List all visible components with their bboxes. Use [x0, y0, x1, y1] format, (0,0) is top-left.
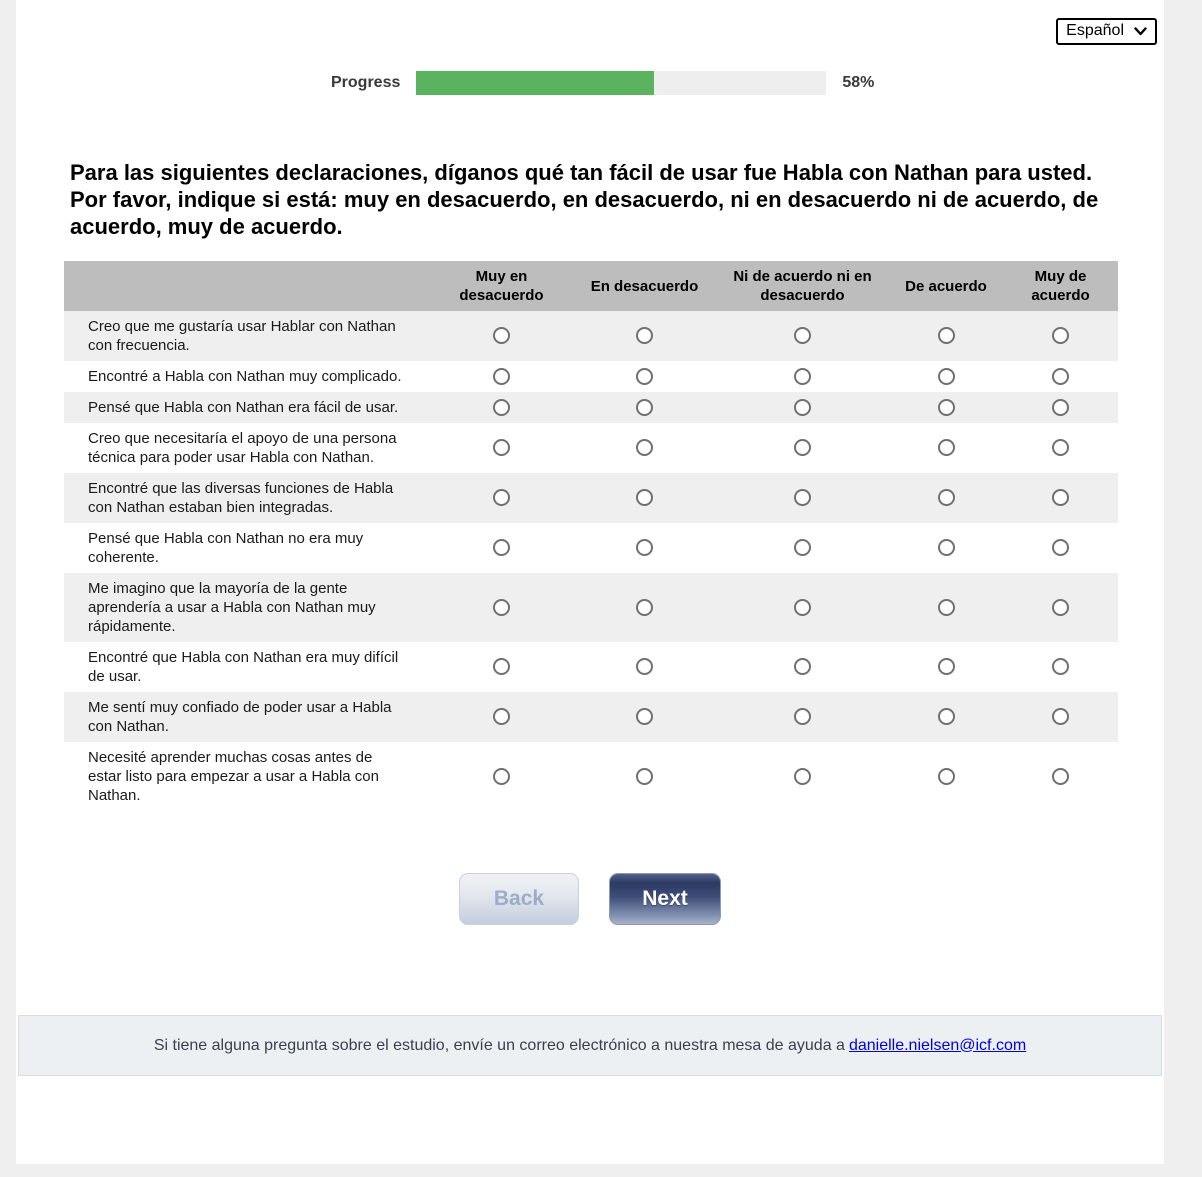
statement-label: Pensé que Habla con Nathan no era muy coherente.	[88, 530, 364, 566]
radio-cell	[430, 489, 573, 507]
radio-option[interactable]	[636, 368, 653, 385]
radio-cell	[573, 489, 716, 507]
radio-option[interactable]	[1052, 539, 1069, 556]
radio-option[interactable]	[636, 599, 653, 616]
radio-cell	[430, 708, 573, 726]
progress-bar	[416, 71, 826, 95]
radio-cell	[716, 368, 889, 386]
column-header: En desacuerdo	[590, 277, 699, 295]
progress-section	[331, 71, 1164, 95]
footer-text: Si tiene alguna pregunta sobre el estudio, envíe un correo electrónico a nuestra mesa de ayuda a	[153, 1036, 845, 1054]
statement-label: Encontré que Habla con Nathan era muy difícil de usar.	[88, 649, 399, 685]
radio-cell	[573, 327, 716, 345]
table-row	[64, 311, 1118, 361]
column-header: Muy en desacuerdo	[459, 268, 544, 304]
table-row	[64, 642, 1118, 692]
radio-cell	[573, 658, 716, 676]
radio-cell	[716, 708, 889, 726]
radio-cell	[716, 399, 889, 417]
table-row	[64, 423, 1118, 473]
radio-option[interactable]	[493, 658, 510, 675]
radio-cell	[1003, 768, 1118, 786]
page-title: Para las siguientes declaraciones, díganos qué tan fácil de usar fue Habla con Nathan para usted. Por favor, indique si está: muy en desacuerdo, en desacuerdo, ni en desacuerdo ni de acuerdo, de acuerdo, muy de acuerdo.	[70, 160, 1099, 239]
radio-cell	[889, 489, 1003, 507]
next-button[interactable]: Next	[609, 873, 721, 925]
statement-label: Encontré a Habla con Nathan muy complicado.	[88, 368, 402, 385]
radio-cell	[889, 439, 1003, 457]
radio-option[interactable]	[1052, 768, 1069, 785]
radio-cell	[1003, 439, 1118, 457]
radio-option[interactable]	[493, 768, 510, 785]
column-header: Ni de acuerdo ni en desacuerdo	[733, 268, 872, 304]
radio-option[interactable]	[636, 768, 653, 785]
radio-cell	[573, 368, 716, 386]
radio-cell	[573, 439, 716, 457]
statement-label: Me sentí muy confiado de poder usar a Habla con Nathan.	[88, 699, 392, 735]
radio-cell	[889, 327, 1003, 345]
radio-option[interactable]	[794, 539, 811, 556]
radio-option[interactable]	[794, 439, 811, 456]
radio-cell	[716, 327, 889, 345]
statement-label: Creo que necesitaría el apoyo de una persona técnica para poder usar Habla con Nathan.	[88, 430, 397, 466]
radio-option[interactable]	[794, 599, 811, 616]
help-email-link[interactable]: danielle.nielsen@icf.com	[848, 1036, 1027, 1054]
radio-cell	[889, 708, 1003, 726]
radio-option[interactable]	[493, 327, 510, 344]
radio-cell	[573, 768, 716, 786]
table-header-spacer	[64, 280, 430, 292]
radio-cell	[430, 658, 573, 676]
radio-cell	[889, 658, 1003, 676]
table-row	[64, 573, 1118, 642]
radio-option[interactable]	[636, 327, 653, 344]
radio-option[interactable]	[1052, 399, 1069, 416]
radio-cell	[1003, 489, 1118, 507]
radio-option[interactable]	[1052, 368, 1069, 385]
radio-option[interactable]	[794, 768, 811, 785]
radio-cell	[573, 599, 716, 617]
radio-cell	[889, 768, 1003, 786]
radio-cell	[430, 439, 573, 457]
column-header: Muy de acuerdo	[1031, 268, 1090, 304]
progress-label: Progress	[331, 74, 401, 91]
radio-option[interactable]	[938, 327, 955, 344]
radio-cell	[889, 539, 1003, 557]
radio-cell	[1003, 539, 1118, 557]
radio-option[interactable]	[794, 489, 811, 506]
progress-percent: 58%	[842, 74, 875, 91]
table-row	[64, 692, 1118, 742]
radio-cell	[1003, 368, 1118, 386]
radio-cell	[430, 539, 573, 557]
radio-cell	[430, 399, 573, 417]
radio-option[interactable]	[794, 399, 811, 416]
radio-option[interactable]	[493, 368, 510, 385]
navigation-buttons	[16, 873, 1164, 925]
radio-option[interactable]	[938, 439, 955, 456]
radio-cell	[1003, 708, 1118, 726]
radio-option[interactable]	[1052, 658, 1069, 675]
radio-option[interactable]	[1052, 708, 1069, 725]
radio-cell	[430, 768, 573, 786]
radio-option[interactable]	[1052, 599, 1069, 616]
column-header: De acuerdo	[905, 277, 987, 295]
chevron-down-icon	[1134, 27, 1147, 36]
radio-option[interactable]	[938, 599, 955, 616]
radio-option[interactable]	[938, 489, 955, 506]
radio-option[interactable]	[794, 658, 811, 675]
survey-page	[16, 0, 1164, 1164]
radio-option[interactable]	[636, 399, 653, 416]
radio-cell	[1003, 399, 1118, 417]
radio-option[interactable]	[1052, 439, 1069, 456]
table-row	[64, 392, 1118, 423]
radio-option[interactable]	[493, 539, 510, 556]
radio-option[interactable]	[493, 399, 510, 416]
radio-cell	[716, 439, 889, 457]
radio-cell	[889, 368, 1003, 386]
statement-label: Pensé que Habla con Nathan era fácil de usar.	[88, 399, 399, 416]
radio-option[interactable]	[493, 599, 510, 616]
radio-option[interactable]	[636, 539, 653, 556]
radio-option[interactable]	[636, 439, 653, 456]
likert-table	[64, 261, 1118, 811]
radio-option[interactable]	[493, 489, 510, 506]
radio-cell	[430, 327, 573, 345]
back-button[interactable]: Back	[459, 873, 579, 925]
radio-option[interactable]	[493, 439, 510, 456]
table-row	[64, 742, 1118, 811]
radio-option[interactable]	[1052, 489, 1069, 506]
table-row	[64, 523, 1118, 573]
statement-label: Creo que me gustaría usar Hablar con Nathan con frecuencia.	[88, 318, 396, 354]
radio-cell	[716, 599, 889, 617]
table-body	[64, 311, 1118, 811]
radio-option[interactable]	[938, 768, 955, 785]
radio-option[interactable]	[794, 327, 811, 344]
statement-label: Me imagino que la mayoría de la gente aprendería a usar a Habla con Nathan muy rápidamente.	[88, 580, 376, 635]
footer	[18, 1015, 1162, 1076]
radio-option[interactable]	[636, 708, 653, 725]
radio-cell	[430, 368, 573, 386]
radio-cell	[1003, 327, 1118, 345]
radio-option[interactable]	[794, 708, 811, 725]
radio-option[interactable]	[493, 708, 510, 725]
radio-cell	[573, 539, 716, 557]
radio-option[interactable]	[938, 399, 955, 416]
radio-option[interactable]	[938, 658, 955, 675]
radio-cell	[716, 768, 889, 786]
radio-option[interactable]	[938, 708, 955, 725]
radio-cell	[1003, 599, 1118, 617]
language-row	[16, 18, 1164, 45]
table-row	[64, 473, 1118, 523]
radio-option[interactable]	[938, 368, 955, 385]
language-selector[interactable]	[1056, 18, 1157, 45]
radio-cell	[573, 399, 716, 417]
radio-cell	[1003, 658, 1118, 676]
statement-label: Necesité aprender muchas cosas antes de estar listo para empezar a usar a Habla con Nathan.	[88, 749, 379, 804]
table-header-row	[64, 261, 1118, 311]
language-selector-value: Español	[1066, 22, 1124, 39]
progress-bar-fill	[416, 71, 654, 95]
radio-option[interactable]	[938, 539, 955, 556]
radio-option[interactable]	[636, 489, 653, 506]
statement-label: Encontré que las diversas funciones de Habla con Nathan estaban bien integradas.	[88, 480, 394, 516]
radio-cell	[430, 599, 573, 617]
radio-option[interactable]	[794, 368, 811, 385]
radio-cell	[716, 539, 889, 557]
radio-option[interactable]	[636, 658, 653, 675]
table-row	[64, 361, 1118, 392]
radio-cell	[716, 489, 889, 507]
radio-option[interactable]	[1052, 327, 1069, 344]
radio-cell	[889, 399, 1003, 417]
radio-cell	[716, 658, 889, 676]
radio-cell	[889, 599, 1003, 617]
radio-cell	[573, 708, 716, 726]
